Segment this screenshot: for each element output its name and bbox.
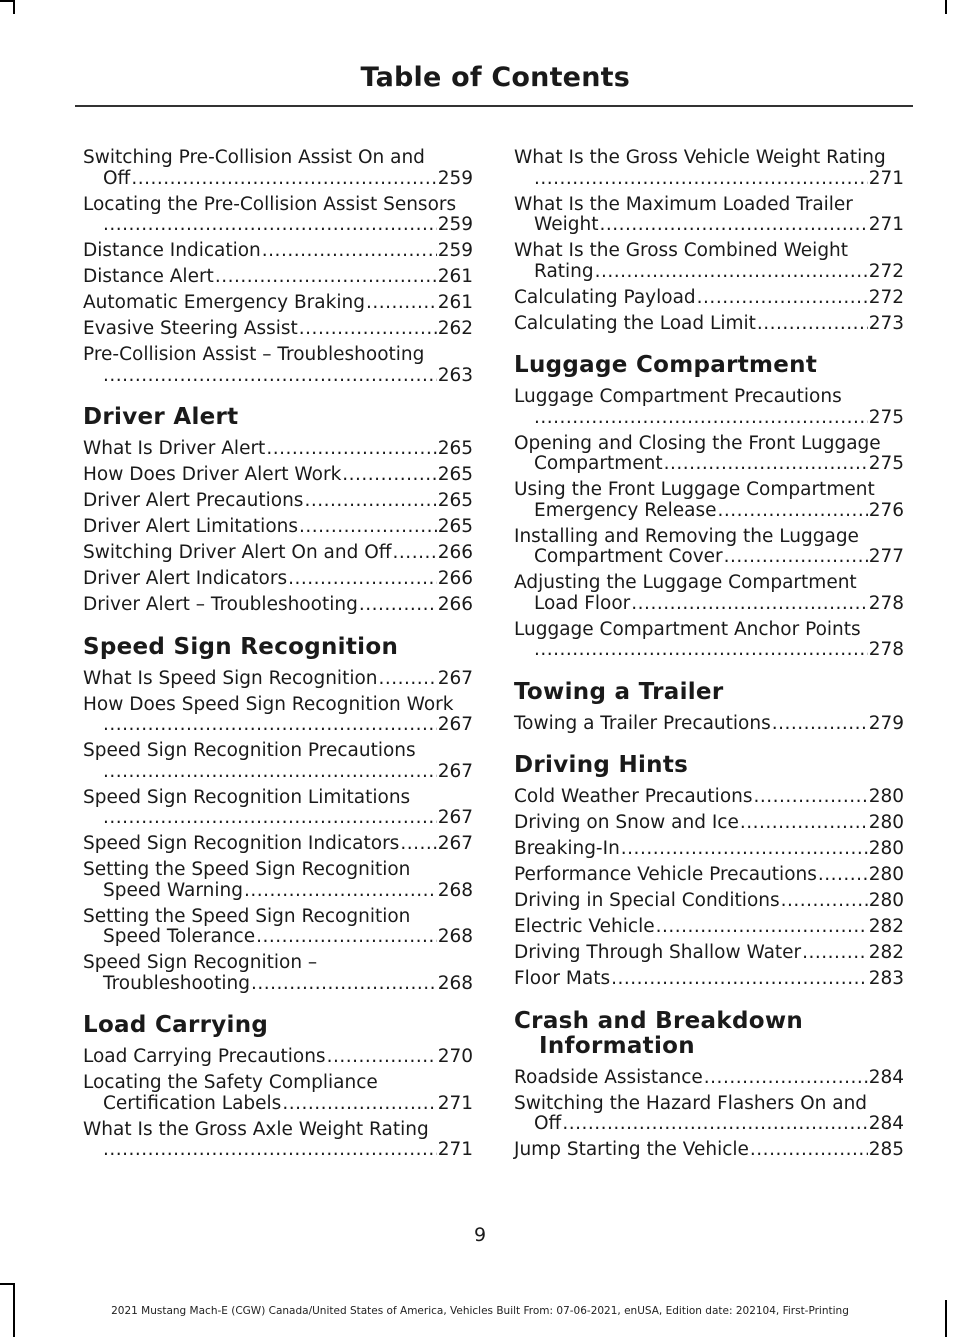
toc-entry[interactable]: [514, 1068, 904, 1089]
dot-leader: [282, 1094, 436, 1115]
toc-page-number: 266: [437, 568, 473, 589]
toc-entry[interactable]: [514, 573, 904, 614]
dot-leader: [656, 917, 868, 938]
dot-leader: [342, 465, 436, 486]
toc-entry[interactable]: [514, 148, 904, 189]
crop-mark: [13, 0, 15, 14]
toc-entry-title: Driver Alert Limitations: [83, 516, 298, 537]
dot-leader: [256, 927, 437, 948]
toc-page-number: 266: [437, 594, 473, 615]
toc-page-number: 272: [868, 260, 904, 282]
toc-entry[interactable]: [514, 314, 904, 335]
toc-entry-title: How Does Driver Alert Work: [83, 464, 342, 485]
dot-leader: [781, 891, 868, 912]
dot-leader: [595, 262, 868, 283]
dot-leader: [818, 865, 868, 886]
dot-leader: [304, 491, 436, 512]
dot-leader: [631, 594, 867, 615]
toc-entry-title: Speed Sign Recognition Indicators: [83, 833, 400, 854]
toc-entry[interactable]: [83, 148, 473, 189]
section-heading: [514, 753, 904, 778]
toc-entry[interactable]: [83, 1120, 473, 1161]
section-heading-text: Luggage Compartment: [514, 352, 818, 378]
toc-page-number: 284: [868, 1113, 904, 1134]
toc-page-number: 278: [868, 592, 904, 614]
toc-page-number: 265: [437, 490, 473, 511]
toc-entry[interactable]: [83, 788, 473, 829]
toc-entry[interactable]: [83, 491, 473, 512]
toc-entry-title: Installing and Removing the Luggage: [514, 525, 859, 547]
dot-leader: [288, 569, 437, 590]
toc-entry-title: Using the Front Luggage Compartment: [514, 479, 875, 500]
toc-entry-title: Electric Vehicle: [514, 916, 655, 937]
dot-leader: [534, 169, 868, 190]
toc-entry-title: What Is Driver Alert: [83, 438, 266, 459]
toc-entry-title: Driver Alert – Troubleshooting: [83, 594, 358, 615]
dot-leader: [103, 808, 437, 829]
toc-entry-title: Adjusting the Luggage Compartment: [514, 572, 857, 593]
dot-leader: [664, 454, 868, 475]
section-heading-text-cont: Information: [539, 1032, 695, 1059]
toc-page-number: 267: [437, 760, 473, 782]
dot-leader: [599, 215, 867, 236]
dot-leader: [244, 881, 437, 902]
toc-entry-title: What Is the Gross Vehicle Weight Rating: [514, 147, 886, 168]
toc-entry[interactable]: [83, 439, 473, 460]
toc-entry-title: Speed Sign Recognition Precautions: [83, 740, 416, 761]
toc-entry-title: Driving in Special Conditions: [514, 890, 780, 911]
toc-entry-title-cont: Certification Labels: [103, 1092, 282, 1114]
toc-entry-title: Floor Mats: [514, 968, 611, 989]
dot-leader: [562, 1114, 867, 1135]
page-number: 9: [473, 1224, 487, 1246]
toc-entry-title-cont: Speed Tolerance: [103, 926, 256, 947]
dot-leader: [400, 834, 436, 855]
page-footer: 2021 Mustang Mach-E (CGW) Canada/United States of America, Vehicles Built From: 07-06-2021, enUSA, Edition date: 202104, First-Printing: [111, 1305, 849, 1317]
toc-page-number: 259: [437, 167, 473, 189]
toc-entry-title: Calculating Payload: [514, 286, 696, 308]
toc-entry-title: Performance Vehicle Precautions: [514, 864, 817, 885]
toc-page-number: 277: [868, 546, 904, 567]
section-heading: [83, 405, 473, 430]
section-heading: [83, 1013, 473, 1038]
section-heading-text: Crash and Breakdown: [514, 1007, 804, 1034]
toc-entry-title: Setting the Speed Sign Recognition: [83, 859, 411, 880]
dot-leader: [534, 640, 868, 661]
toc-entry-title-cont: Load Floor: [534, 592, 631, 614]
dot-leader: [359, 595, 437, 616]
toc-entry[interactable]: [514, 241, 904, 282]
dot-leader: [251, 974, 437, 995]
toc-page-number: 280: [868, 812, 904, 833]
toc-entry[interactable]: [514, 288, 904, 309]
toc-page-number: 271: [437, 1092, 473, 1114]
toc-entry-title-cont: Compartment: [534, 453, 663, 474]
header-rule: [75, 105, 913, 107]
toc-page-number: 268: [437, 879, 473, 901]
toc-page-number: 273: [868, 312, 904, 334]
toc-page-number: 259: [437, 214, 473, 235]
section-heading-text: Driving Hints: [514, 752, 689, 778]
toc-page-number: 262: [437, 318, 473, 339]
toc-entry[interactable]: [514, 917, 904, 938]
dot-leader: [750, 1140, 868, 1161]
crop-mark: [945, 0, 947, 14]
toc-page-number: 276: [868, 499, 904, 521]
dot-leader: [718, 501, 868, 522]
toc-page-number: 280: [868, 786, 904, 807]
toc-entry-title-cont: Weight: [534, 214, 599, 235]
toc-page-number: 283: [868, 968, 904, 989]
toc-page-number: 280: [868, 890, 904, 911]
toc-entry[interactable]: [514, 943, 904, 964]
dot-leader: [103, 715, 437, 736]
toc-entry[interactable]: [83, 569, 473, 590]
toc-page-number: 282: [868, 916, 904, 937]
toc-entry[interactable]: [83, 267, 473, 288]
dot-leader: [754, 787, 868, 808]
toc-page-number: 261: [437, 292, 473, 313]
toc-entry-title-cont: Rating: [534, 260, 594, 282]
toc-page-number: 272: [868, 286, 904, 308]
toc-page-number: 282: [868, 942, 904, 963]
toc-entry-title: Roadside Assistance: [514, 1066, 703, 1088]
toc-entry[interactable]: [514, 787, 904, 808]
toc-entry[interactable]: [83, 345, 473, 386]
toc-entry[interactable]: [83, 834, 473, 855]
dot-leader: [697, 288, 868, 309]
toc-entry-title: Distance Alert: [83, 266, 214, 287]
dot-leader: [327, 1047, 437, 1068]
toc-page-number: 279: [868, 712, 904, 734]
toc-entry-title-cont: Off: [534, 1113, 562, 1134]
toc-entry-title: Speed Sign Recognition –: [83, 952, 318, 973]
toc-page-number: 263: [437, 364, 473, 386]
page-header-title: Table of Contents: [360, 62, 630, 93]
toc-entry-title: Switching Pre-Collision Assist On and: [83, 147, 425, 168]
toc-page-number: 271: [437, 1139, 473, 1160]
section-heading-text: Load Carrying: [83, 1012, 269, 1038]
toc-entry[interactable]: [83, 293, 473, 314]
dot-leader: [266, 439, 436, 460]
toc-entry-title: Driver Alert Precautions: [83, 490, 304, 511]
toc-entry-title-cont: Troubleshooting: [103, 972, 250, 994]
section-heading-text: Towing a Trailer: [514, 678, 724, 705]
toc-page-number: 266: [437, 542, 473, 563]
toc-right-column: [514, 148, 904, 1166]
toc-page-number: 265: [437, 516, 473, 537]
toc-entry-title: Speed Sign Recognition Limitations: [83, 786, 411, 808]
toc-page-number: 270: [437, 1046, 473, 1067]
toc-entry[interactable]: [514, 969, 904, 990]
toc-entry-title: Automatic Emergency Braking: [83, 292, 365, 313]
toc-entry-title: Driving Through Shallow Water: [514, 942, 802, 963]
toc-entry[interactable]: [83, 695, 473, 736]
toc-entry[interactable]: [83, 465, 473, 486]
toc-page-number: 285: [868, 1139, 904, 1160]
toc-entry-title: What Is Speed Sign Recognition: [83, 667, 378, 689]
toc-entry[interactable]: [83, 517, 473, 538]
toc-entry-title: Luggage Compartment Anchor Points: [514, 618, 861, 640]
toc-page-number: 267: [437, 807, 473, 828]
dot-leader: [393, 543, 437, 564]
toc-page-number: 268: [437, 972, 473, 994]
toc-entry[interactable]: [514, 1094, 904, 1135]
toc-entry-title: Calculating the Load Limit: [514, 312, 756, 334]
dot-leader: [772, 714, 868, 735]
toc-entry[interactable]: [83, 1073, 473, 1114]
toc-page-number: 265: [437, 438, 473, 459]
dot-leader: [704, 1068, 868, 1089]
dot-leader: [103, 366, 437, 387]
toc-page-number: 267: [437, 714, 473, 735]
toc-entry[interactable]: [83, 595, 473, 616]
toc-entry-title: Evasive Steering Assist: [83, 318, 298, 339]
dot-leader: [366, 293, 437, 314]
toc-page-number: 265: [437, 464, 473, 485]
dot-leader: [299, 319, 437, 340]
toc-entry[interactable]: [83, 195, 473, 236]
dot-leader: [215, 267, 437, 288]
toc-left-column: [83, 148, 473, 1166]
toc-page-number: 275: [868, 453, 904, 474]
toc-entry-title: Breaking-In: [514, 838, 620, 859]
toc-entry[interactable]: [83, 1047, 473, 1068]
toc-entry[interactable]: [83, 241, 473, 262]
dot-leader: [299, 517, 437, 538]
section-heading: [83, 635, 473, 660]
section-heading: [514, 1009, 904, 1059]
section-heading-text: Driver Alert: [83, 404, 239, 430]
toc-entry-title: Locating the Safety Compliance: [83, 1072, 378, 1093]
toc-entry[interactable]: [83, 860, 473, 901]
toc-entry-title-cont: Compartment Cover: [534, 546, 723, 567]
toc-entry[interactable]: [83, 669, 473, 690]
toc-entry[interactable]: [514, 387, 904, 428]
toc-entry[interactable]: [514, 714, 904, 735]
toc-page-number: 284: [868, 1066, 904, 1088]
toc-entry-title: Distance Indication: [83, 240, 261, 261]
toc-page-number: 259: [437, 240, 473, 261]
section-heading-text: Speed Sign Recognition: [83, 633, 399, 660]
toc-page-number: 271: [868, 214, 904, 235]
toc-entry[interactable]: [514, 891, 904, 912]
toc-entry[interactable]: [514, 195, 904, 236]
toc-entry-title: Load Carrying Precautions: [83, 1046, 326, 1067]
toc-page-number: 271: [868, 167, 904, 189]
dot-leader: [103, 215, 437, 236]
dot-leader: [103, 762, 437, 783]
dot-leader: [103, 1140, 437, 1161]
dot-leader: [262, 241, 437, 262]
toc-entry-title-cont: Speed Warning: [103, 879, 243, 901]
toc-entry-title: Luggage Compartment Precautions: [514, 386, 842, 407]
toc-entry[interactable]: [514, 813, 904, 834]
toc-entry[interactable]: [514, 480, 904, 521]
toc-entry[interactable]: [514, 434, 904, 475]
toc-entry[interactable]: [514, 839, 904, 860]
toc-page-number: 267: [437, 667, 473, 689]
dot-leader: [802, 943, 868, 964]
toc-entry-title: Pre-Collision Assist – Troubleshooting: [83, 344, 425, 365]
toc-page-number: 278: [868, 639, 904, 660]
toc-entry-title: What Is the Gross Combined Weight: [514, 240, 849, 261]
toc-entry-title: Opening and Closing the Front Luggage: [514, 432, 881, 454]
toc-entry-title: Switching Driver Alert On and Off: [83, 542, 392, 563]
dot-leader: [534, 408, 868, 429]
dot-leader: [611, 969, 868, 990]
section-heading: [514, 353, 904, 378]
toc-entry-title: What Is the Gross Axle Weight Rating: [83, 1118, 429, 1140]
toc-page-number: 280: [868, 864, 904, 885]
dot-leader: [379, 669, 437, 690]
crop-mark: [0, 0, 13, 2]
toc-entry[interactable]: [83, 543, 473, 564]
toc-entry-title: Jump Starting the Vehicle: [514, 1139, 749, 1160]
toc-entry[interactable]: [514, 527, 904, 568]
dot-leader: [131, 169, 436, 190]
toc-entry-title: Towing a Trailer Precautions: [514, 712, 771, 734]
toc-entry-title: Driver Alert Indicators: [83, 568, 288, 589]
toc-entry[interactable]: [514, 1140, 904, 1161]
toc-entry-title: Locating the Pre-Collision Assist Sensors: [83, 193, 457, 215]
dot-leader: [740, 813, 868, 834]
toc-entry[interactable]: [514, 620, 904, 661]
toc-entry-title: Switching the Hazard Flashers On and: [514, 1092, 868, 1114]
section-heading: [514, 680, 904, 705]
dot-leader: [621, 839, 868, 860]
toc-page-number: 267: [437, 833, 473, 854]
dot-leader: [724, 547, 868, 568]
toc-entry-title-cont: Emergency Release: [534, 499, 717, 521]
dot-leader: [757, 314, 868, 335]
toc-entry-title: Setting the Speed Sign Recognition: [83, 905, 411, 927]
toc-page-number: 275: [868, 406, 904, 428]
toc-entry-title: Driving on Snow and Ice: [514, 812, 739, 833]
toc-entry[interactable]: [83, 741, 473, 782]
toc-entry[interactable]: [83, 319, 473, 340]
toc-entry[interactable]: [514, 865, 904, 886]
toc-page-number: 280: [868, 838, 904, 859]
toc-entry[interactable]: [83, 953, 473, 994]
toc-entry[interactable]: [83, 907, 473, 948]
toc-entry-title: How Does Speed Sign Recognition Work: [83, 693, 454, 715]
toc-entry-title: Cold Weather Precautions: [514, 786, 753, 807]
toc-page-number: 268: [437, 926, 473, 947]
toc-entry-title: What Is the Maximum Loaded Trailer: [514, 193, 853, 215]
toc-page-number: 261: [437, 266, 473, 287]
toc-entry-title-cont: Off: [103, 167, 131, 189]
